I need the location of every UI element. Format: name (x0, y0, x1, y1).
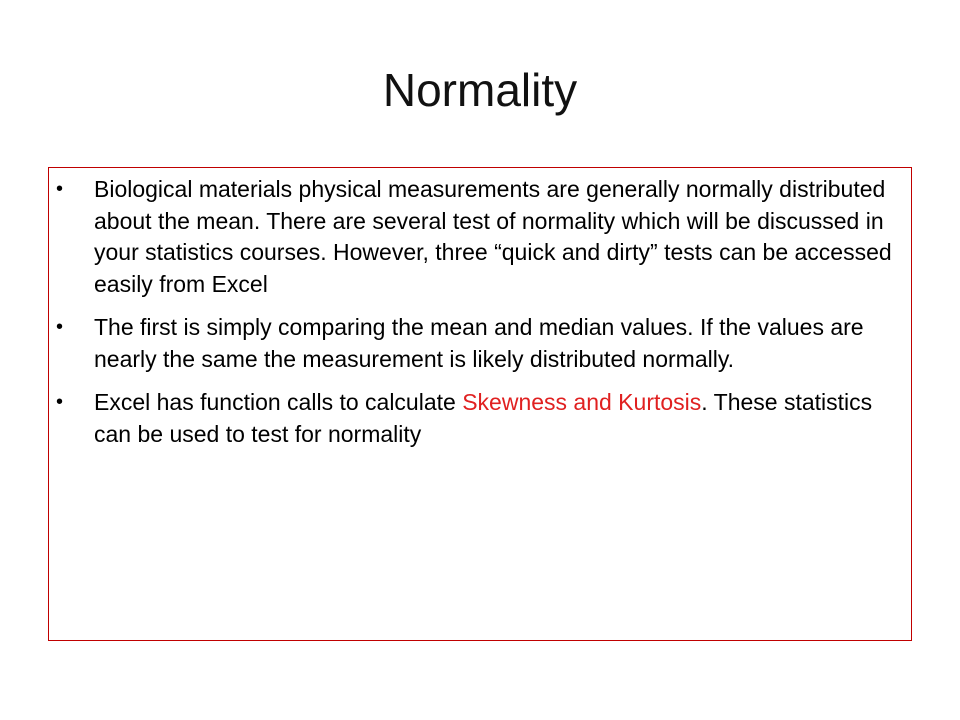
bullet-dot-icon: • (56, 391, 64, 413)
bullet-text-after: . These statistics can be used to test for normality (94, 389, 873, 447)
content-box (48, 167, 912, 641)
bullet-text: Biological materials physical measurements are generally normally distributed about the mean. There are several test of normality which will be discussed in your statistics courses. However, three “quick and dirty” tests can be accessed easily from Excel (94, 176, 892, 297)
slide-title: Normality (382, 64, 578, 116)
bullet-text: The first is simply comparing the mean and median values. If the values are nearly the same the measurement is likely distributed normally. (94, 314, 864, 372)
bullet-item (56, 312, 894, 375)
bullet-text-before: Excel has function calls to calculate (94, 389, 463, 415)
bullet-dot-icon: • (56, 178, 64, 200)
bullet-list (56, 174, 894, 462)
bullet-item (56, 387, 894, 450)
bullet-dot-icon: • (56, 316, 64, 338)
highlighted-term: Skewness and Kurtosis (462, 389, 702, 415)
bullet-item (56, 174, 894, 300)
